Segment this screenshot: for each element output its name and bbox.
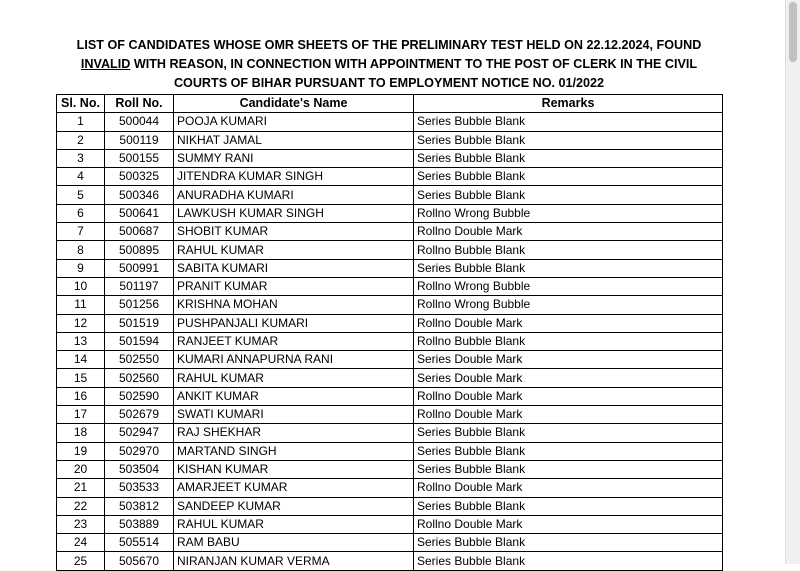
cell-sl-no: 22	[57, 497, 105, 515]
cell-candidate-name: SHOBIT KUMAR	[174, 223, 414, 241]
table-row	[57, 442, 723, 460]
cell-candidate-name: NIKHAT JAMAL	[174, 131, 414, 149]
table-row	[57, 406, 723, 424]
table-row	[57, 552, 723, 570]
cell-sl-no: 15	[57, 369, 105, 387]
cell-candidate-name: SWATI KUMARI	[174, 406, 414, 424]
cell-remarks: Series Bubble Blank	[414, 442, 723, 460]
table-row	[57, 424, 723, 442]
cell-candidate-name: KUMARI ANNAPURNA RANI	[174, 351, 414, 369]
cell-remarks: Series Bubble Blank	[414, 113, 723, 131]
cell-remarks: Rollno Wrong Bubble	[414, 296, 723, 314]
cell-candidate-name: RAM BABU	[174, 534, 414, 552]
table-row	[57, 332, 723, 350]
cell-remarks: Rollno Double Mark	[414, 314, 723, 332]
table-row	[57, 277, 723, 295]
cell-candidate-name: RAHUL KUMAR	[174, 369, 414, 387]
cell-sl-no: 5	[57, 186, 105, 204]
table-row	[57, 369, 723, 387]
table-body	[57, 113, 723, 570]
cell-roll-no: 501519	[105, 314, 174, 332]
cell-candidate-name: PUSHPANJALI KUMARI	[174, 314, 414, 332]
table-row	[57, 515, 723, 533]
cell-candidate-name: JITENDRA KUMAR SINGH	[174, 168, 414, 186]
table-row	[57, 314, 723, 332]
table-header-row	[57, 95, 723, 113]
cell-remarks: Series Bubble Blank	[414, 552, 723, 570]
cell-remarks: Series Bubble Blank	[414, 424, 723, 442]
cell-sl-no: 19	[57, 442, 105, 460]
cell-sl-no: 2	[57, 131, 105, 149]
cell-remarks: Rollno Bubble Blank	[414, 332, 723, 350]
cell-roll-no: 502679	[105, 406, 174, 424]
header-roll-no: Roll No.	[105, 95, 174, 113]
cell-remarks: Series Double Mark	[414, 351, 723, 369]
cell-remarks: Series Bubble Blank	[414, 497, 723, 515]
cell-candidate-name: ANURADHA KUMARI	[174, 186, 414, 204]
cell-roll-no: 503504	[105, 460, 174, 478]
cell-candidate-name: SANDEEP KUMAR	[174, 497, 414, 515]
title-line-2	[56, 55, 722, 74]
title-line-1: LIST OF CANDIDATES WHOSE OMR SHEETS OF THE PRELIMINARY TEST HELD ON 22.12.2024, FOUND	[76, 38, 702, 52]
cell-candidate-name: AMARJEET KUMAR	[174, 479, 414, 497]
cell-candidate-name: KISHAN KUMAR	[174, 460, 414, 478]
cell-remarks: Series Bubble Blank	[414, 259, 723, 277]
title-line-3: COURTS OF BIHAR PURSUANT TO EMPLOYMENT NOTICE NO. 01/2022	[173, 76, 605, 90]
cell-sl-no: 6	[57, 204, 105, 222]
cell-candidate-name: RAJ SHEKHAR	[174, 424, 414, 442]
table-row	[57, 351, 723, 369]
table-row	[57, 131, 723, 149]
invalid-omr-table	[56, 94, 723, 571]
title-line-2-rest: WITH REASON, IN CONNECTION WITH APPOINTMENT TO THE POST OF CLERK IN THE CIVIL	[130, 57, 698, 71]
cell-roll-no: 500155	[105, 149, 174, 167]
table-row	[57, 460, 723, 478]
cell-sl-no: 24	[57, 534, 105, 552]
cell-roll-no: 503812	[105, 497, 174, 515]
cell-candidate-name: MARTAND SINGH	[174, 442, 414, 460]
cell-roll-no: 505514	[105, 534, 174, 552]
table-row	[57, 497, 723, 515]
cell-remarks: Series Double Mark	[414, 369, 723, 387]
cell-candidate-name: SUMMY RANI	[174, 149, 414, 167]
table-row	[57, 149, 723, 167]
cell-remarks: Series Bubble Blank	[414, 534, 723, 552]
table-row	[57, 296, 723, 314]
cell-remarks: Series Bubble Blank	[414, 131, 723, 149]
cell-roll-no: 500991	[105, 259, 174, 277]
table-row	[57, 204, 723, 222]
cell-roll-no: 500687	[105, 223, 174, 241]
cell-roll-no: 501594	[105, 332, 174, 350]
cell-candidate-name: ANKIT KUMAR	[174, 387, 414, 405]
cell-sl-no: 4	[57, 168, 105, 186]
cell-remarks: Rollno Double Mark	[414, 515, 723, 533]
cell-roll-no: 500044	[105, 113, 174, 131]
cell-candidate-name: RAHUL KUMAR	[174, 515, 414, 533]
cell-remarks: Series Bubble Blank	[414, 460, 723, 478]
cell-remarks: Rollno Double Mark	[414, 387, 723, 405]
table-row	[57, 113, 723, 131]
cell-remarks: Rollno Wrong Bubble	[414, 277, 723, 295]
cell-candidate-name: PRANIT KUMAR	[174, 277, 414, 295]
cell-sl-no: 9	[57, 259, 105, 277]
cell-sl-no: 17	[57, 406, 105, 424]
cell-candidate-name: RANJEET KUMAR	[174, 332, 414, 350]
cell-sl-no: 16	[57, 387, 105, 405]
table-row	[57, 241, 723, 259]
cell-remarks: Rollno Double Mark	[414, 406, 723, 424]
cell-roll-no: 502947	[105, 424, 174, 442]
cell-remarks: Rollno Double Mark	[414, 223, 723, 241]
header-candidate-name: Candidate's Name	[174, 95, 414, 113]
cell-remarks: Series Bubble Blank	[414, 149, 723, 167]
cell-sl-no: 20	[57, 460, 105, 478]
cell-candidate-name: KRISHNA MOHAN	[174, 296, 414, 314]
cell-sl-no: 13	[57, 332, 105, 350]
cell-sl-no: 25	[57, 552, 105, 570]
cell-sl-no: 14	[57, 351, 105, 369]
cell-sl-no: 18	[57, 424, 105, 442]
cell-remarks: Series Bubble Blank	[414, 168, 723, 186]
header-remarks: Remarks	[414, 95, 723, 113]
cell-remarks: Rollno Wrong Bubble	[414, 204, 723, 222]
cell-roll-no: 500346	[105, 186, 174, 204]
cell-sl-no: 7	[57, 223, 105, 241]
cell-roll-no: 500119	[105, 131, 174, 149]
cell-roll-no: 500895	[105, 241, 174, 259]
table-row	[57, 534, 723, 552]
cell-candidate-name: NIRANJAN KUMAR VERMA	[174, 552, 414, 570]
cell-roll-no: 500325	[105, 168, 174, 186]
cell-sl-no: 23	[57, 515, 105, 533]
cell-candidate-name: RAHUL KUMAR	[174, 241, 414, 259]
cell-remarks: Series Bubble Blank	[414, 186, 723, 204]
cell-roll-no: 501256	[105, 296, 174, 314]
table-row	[57, 259, 723, 277]
cell-remarks: Rollno Double Mark	[414, 479, 723, 497]
cell-sl-no: 10	[57, 277, 105, 295]
table-row	[57, 186, 723, 204]
title-invalid-word: INVALID	[80, 57, 131, 71]
cell-candidate-name: SABITA KUMARI	[174, 259, 414, 277]
cell-roll-no: 502970	[105, 442, 174, 460]
document-title	[56, 36, 722, 93]
cell-roll-no: 503889	[105, 515, 174, 533]
table-row	[57, 479, 723, 497]
cell-candidate-name: LAWKUSH KUMAR SINGH	[174, 204, 414, 222]
cell-roll-no: 500641	[105, 204, 174, 222]
cell-roll-no: 502590	[105, 387, 174, 405]
cell-roll-no: 503533	[105, 479, 174, 497]
cell-sl-no: 11	[57, 296, 105, 314]
cell-sl-no: 21	[57, 479, 105, 497]
vertical-scrollbar[interactable]	[785, 0, 800, 564]
table-row	[57, 168, 723, 186]
table-row	[57, 223, 723, 241]
cell-roll-no: 505670	[105, 552, 174, 570]
cell-sl-no: 8	[57, 241, 105, 259]
cell-roll-no: 501197	[105, 277, 174, 295]
cell-roll-no: 502560	[105, 369, 174, 387]
scrollbar-thumb[interactable]	[789, 2, 797, 62]
header-sl-no: Sl. No.	[57, 95, 105, 113]
cell-remarks: Rollno Bubble Blank	[414, 241, 723, 259]
cell-candidate-name: POOJA KUMARI	[174, 113, 414, 131]
cell-sl-no: 3	[57, 149, 105, 167]
cell-roll-no: 502550	[105, 351, 174, 369]
cell-sl-no: 1	[57, 113, 105, 131]
table-row	[57, 387, 723, 405]
cell-sl-no: 12	[57, 314, 105, 332]
